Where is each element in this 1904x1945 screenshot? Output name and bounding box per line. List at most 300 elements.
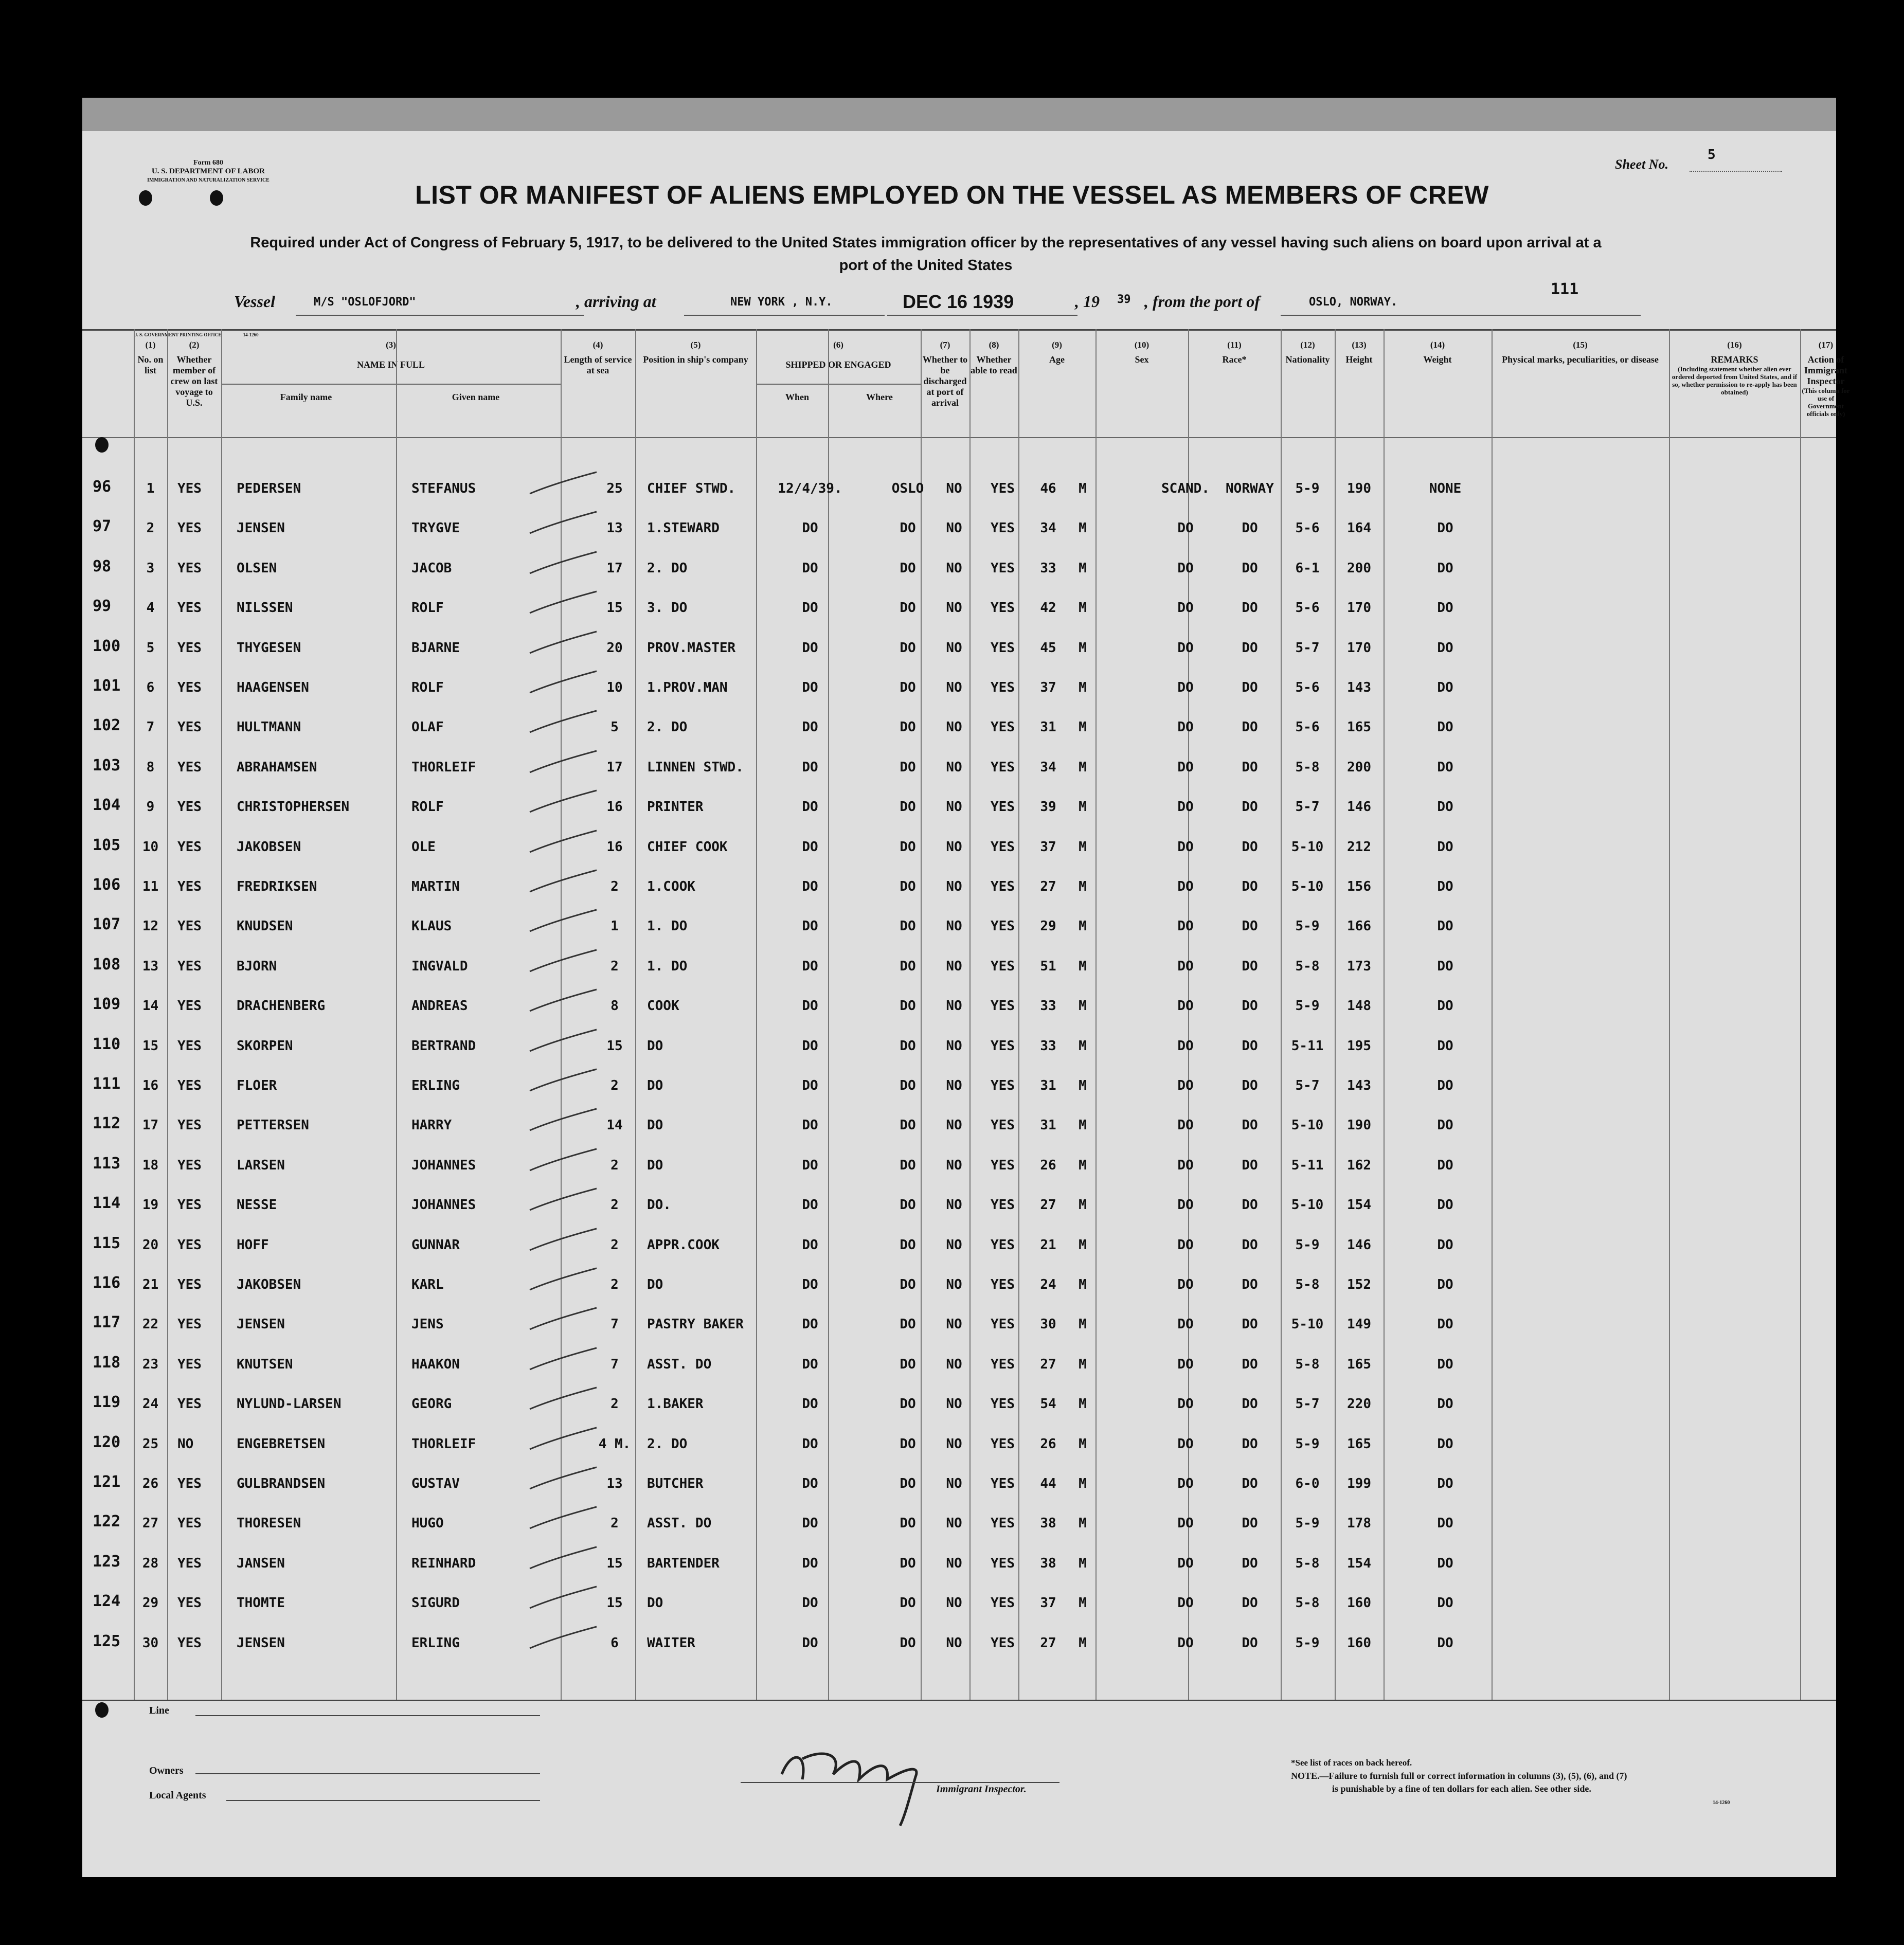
- check-tick-mark: [527, 1585, 599, 1611]
- owners-underline: [195, 1773, 540, 1774]
- cell-height: 5-10: [1291, 1317, 1324, 1332]
- cell-race: DO: [1177, 520, 1194, 536]
- cell-age: 34: [1040, 759, 1056, 775]
- cell-nat: DO: [1242, 1277, 1258, 1292]
- cell-weight: 190: [1347, 481, 1371, 496]
- cell-where: DO: [900, 839, 916, 855]
- cell-where: DO: [900, 879, 916, 894]
- cell-weight: 164: [1347, 520, 1371, 536]
- cell-nat: DO: [1242, 759, 1258, 775]
- cell-disch: NO: [946, 560, 962, 576]
- cell-disch: NO: [946, 1476, 962, 1491]
- cell-disch: NO: [946, 1595, 962, 1611]
- cell-family: ENGEBRETSEN: [237, 1436, 326, 1452]
- cell-sex: M: [1079, 1078, 1087, 1093]
- cell-height: 5-7: [1295, 1078, 1320, 1093]
- check-tick-mark: [527, 1426, 599, 1452]
- column-number: (10): [1134, 340, 1149, 350]
- cell-race: DO: [1177, 1476, 1194, 1491]
- vessel-label: Vessel: [234, 292, 275, 311]
- column-header: [1281, 339, 1335, 365]
- cell-family: KNUDSEN: [237, 919, 293, 934]
- column-number: (6): [833, 340, 843, 350]
- cell-nat: DO: [1242, 520, 1258, 536]
- check-tick-mark: [527, 789, 599, 815]
- column-divider: [134, 329, 135, 1700]
- cell-nat: DO: [1242, 1595, 1258, 1611]
- cell-age: 54: [1040, 1396, 1056, 1412]
- cell-where: DO: [900, 958, 916, 974]
- column-header: [635, 339, 756, 365]
- cell-position: BUTCHER: [647, 1476, 704, 1491]
- cell-family: ABRAHAMSEN: [237, 759, 317, 775]
- cell-race: DO: [1177, 1157, 1194, 1173]
- cell-when: DO: [802, 640, 818, 656]
- sheet-number-underline: [1690, 171, 1782, 172]
- cell-when: DO: [802, 1356, 818, 1372]
- cell-marks: DO: [1437, 1516, 1453, 1532]
- cell-where: DO: [900, 1237, 916, 1253]
- column-header: [969, 339, 1018, 376]
- cell-given: THORLEIF: [411, 1436, 476, 1452]
- cell-no: 15: [142, 1038, 159, 1054]
- cell-position: CHIEF STWD.: [647, 481, 736, 496]
- cell-position: DO: [647, 1038, 663, 1054]
- cell-no: 26: [142, 1476, 159, 1491]
- cell-position: ASST. DO: [647, 1516, 712, 1532]
- cell-service: 15: [606, 600, 623, 616]
- cell-position: ASST. DO: [647, 1356, 712, 1372]
- cell-family: JAKOBSEN: [237, 839, 301, 855]
- cell-given: HARRY: [411, 1118, 452, 1133]
- cell-no: 4: [146, 600, 155, 616]
- running-number: 107: [93, 915, 121, 934]
- cell-nat: DO: [1242, 839, 1258, 855]
- line-underline: [195, 1715, 540, 1716]
- cell-position: DO: [647, 1595, 663, 1611]
- column-label: Nationality: [1285, 354, 1330, 365]
- cell-race: DO: [1177, 1356, 1194, 1372]
- cell-disch: NO: [946, 759, 962, 775]
- cell-prev: YES: [177, 1078, 202, 1093]
- column-header: [1188, 339, 1281, 365]
- cell-family: THORESEN: [237, 1516, 301, 1532]
- cell-sex: M: [1079, 1555, 1087, 1571]
- cell-marks: DO: [1437, 1078, 1453, 1093]
- cell-service: 8: [610, 998, 619, 1014]
- column-subheader: Given name: [452, 392, 500, 402]
- cell-family: THOMTE: [237, 1595, 285, 1611]
- cell-disch: NO: [946, 520, 962, 536]
- service-label: IMMIGRATION AND NATURALIZATION SERVICE: [147, 177, 270, 183]
- cell-family: NESSE: [237, 1197, 277, 1213]
- cell-when: DO: [802, 1555, 818, 1571]
- cell-position: DO: [647, 1118, 663, 1133]
- cell-given: BERTRAND: [411, 1038, 476, 1054]
- cell-age: 44: [1040, 1476, 1056, 1491]
- cell-when: DO: [802, 1078, 818, 1093]
- cell-weight: 143: [1347, 680, 1371, 695]
- cell-no: 28: [142, 1555, 159, 1571]
- running-number: 111: [93, 1075, 121, 1093]
- cell-where: DO: [900, 1356, 916, 1372]
- cell-read: YES: [991, 1317, 1015, 1332]
- cell-where: DO: [900, 998, 916, 1014]
- cell-prev: YES: [177, 1197, 202, 1213]
- cell-race: DO: [1177, 1635, 1194, 1651]
- check-tick-mark: [527, 1107, 599, 1133]
- arriving-port: NEW YORK , N.Y.: [730, 296, 833, 309]
- cell-when: DO: [802, 600, 818, 616]
- cell-prev: YES: [177, 1277, 202, 1292]
- cell-family: KNUTSEN: [237, 1356, 293, 1372]
- cell-marks: DO: [1437, 1277, 1453, 1292]
- penalty-note-line-2: is punishable by a fine of ten dollars for each alien. See other side.: [1332, 1784, 1591, 1794]
- cell-marks: DO: [1437, 1237, 1453, 1253]
- cell-weight: 170: [1347, 640, 1371, 656]
- column-label: Physical marks, peculiarities, or disease: [1502, 354, 1659, 365]
- cell-nat: DO: [1242, 879, 1258, 894]
- cell-disch: NO: [946, 1396, 962, 1412]
- cell-family: SKORPEN: [237, 1038, 293, 1054]
- cell-read: YES: [991, 1078, 1015, 1093]
- cell-position: WAITER: [647, 1635, 695, 1651]
- cell-position: LINNEN STWD.: [647, 759, 744, 775]
- cell-disch: NO: [946, 1635, 962, 1651]
- cell-race: DO: [1177, 998, 1194, 1014]
- cell-disch: NO: [946, 1516, 962, 1532]
- cell-where: DO: [900, 1476, 916, 1491]
- cell-prev: YES: [177, 919, 202, 934]
- cell-when: DO: [802, 1317, 818, 1332]
- column-number: (15): [1573, 340, 1588, 350]
- cell-where: DO: [900, 1595, 916, 1611]
- cell-weight: 166: [1347, 919, 1371, 934]
- cell-nat: DO: [1242, 1555, 1258, 1571]
- cell-race: DO: [1177, 958, 1194, 974]
- cell-nat: DO: [1242, 1197, 1258, 1213]
- cell-given: REINHARD: [411, 1555, 476, 1571]
- column-subheader: Where: [866, 392, 893, 402]
- cell-marks: DO: [1437, 998, 1453, 1014]
- printing-office-text: U. S. GOVERNMENT PRINTING OFFICE: [134, 332, 222, 337]
- cell-when: DO: [802, 1197, 818, 1213]
- cell-weight: 146: [1347, 1237, 1371, 1253]
- column-header: [1384, 339, 1492, 365]
- cell-prev: YES: [177, 1157, 202, 1173]
- cell-service: 2: [610, 1197, 619, 1213]
- races-note: *See list of races on back hereof.: [1291, 1758, 1412, 1768]
- cell-marks: DO: [1437, 1356, 1453, 1372]
- cell-height: 5-11: [1291, 1038, 1324, 1054]
- cell-sex: M: [1079, 1157, 1087, 1173]
- check-tick-mark: [527, 1386, 599, 1412]
- cell-prev: YES: [177, 520, 202, 536]
- column-note: (Including statement whether alien ever ordered deported from United States, and if so, whether permission to re-apply has been obtained): [1672, 365, 1798, 396]
- cell-given: JACOB: [411, 560, 452, 576]
- cell-no: 9: [146, 799, 155, 815]
- cell-position: 1.COOK: [647, 879, 695, 894]
- column-label: SHIPPED OR ENGAGED: [785, 359, 891, 370]
- cell-race: DO: [1177, 759, 1194, 775]
- cell-disch: NO: [946, 919, 962, 934]
- running-number: 123: [93, 1552, 121, 1571]
- running-number: 102: [93, 716, 121, 735]
- cell-no: 8: [146, 759, 155, 775]
- cell-marks: DO: [1437, 839, 1453, 855]
- cell-service: 2: [610, 1277, 619, 1292]
- cell-given: JENS: [411, 1317, 444, 1332]
- cell-when: DO: [802, 1635, 818, 1651]
- cell-service: 10: [606, 680, 623, 695]
- cell-age: 29: [1040, 919, 1056, 934]
- cell-read: YES: [991, 998, 1015, 1014]
- check-tick-mark: [527, 1625, 599, 1651]
- cell-sex: M: [1079, 1595, 1087, 1611]
- cell-race: DO: [1177, 1396, 1194, 1412]
- cell-given: HUGO: [411, 1516, 444, 1532]
- subtitle-line-1: Required under Act of Congress of February 5, 1917, to be delivered to the United States immigration officer by the representatives of any vessel having such aliens on board upon arrival at a: [250, 235, 1602, 251]
- page-title: LIST OR MANIFEST OF ALIENS EMPLOYED ON THE VESSEL AS MEMBERS OF CREW: [415, 181, 1489, 209]
- cell-age: 31: [1040, 1118, 1056, 1133]
- cell-race: DO: [1177, 1118, 1194, 1133]
- cell-disch: NO: [946, 1356, 962, 1372]
- cell-sex: M: [1079, 839, 1087, 855]
- cell-weight: 195: [1347, 1038, 1371, 1054]
- running-number: 120: [93, 1433, 121, 1451]
- cell-marks: DO: [1437, 1197, 1453, 1213]
- cell-service: 2: [610, 1237, 619, 1253]
- cell-where: DO: [900, 1396, 916, 1412]
- cell-sex: M: [1079, 1476, 1087, 1491]
- cell-given: GUSTAV: [411, 1476, 460, 1491]
- cell-race: DO: [1177, 1237, 1194, 1253]
- running-number: 115: [93, 1234, 121, 1252]
- cell-age: 33: [1040, 1038, 1056, 1054]
- cell-no: 14: [142, 998, 159, 1014]
- cell-marks: DO: [1437, 1436, 1453, 1452]
- table-bottom-rule: [82, 1700, 1836, 1701]
- cell-family: DRACHENBERG: [237, 998, 326, 1014]
- cell-no: 23: [142, 1356, 159, 1372]
- cell-position: 2. DO: [647, 719, 688, 735]
- check-tick-mark: [527, 590, 599, 616]
- cell-marks: NONE: [1429, 481, 1462, 496]
- column-header: [561, 339, 635, 376]
- running-number: 117: [93, 1313, 121, 1332]
- cell-position: COOK: [647, 998, 679, 1014]
- cell-service: 17: [606, 560, 623, 576]
- cell-when: DO: [802, 759, 818, 775]
- running-number: 105: [93, 836, 121, 854]
- cell-read: YES: [991, 759, 1015, 775]
- cell-service: 17: [606, 759, 623, 775]
- cell-no: 3: [146, 560, 155, 576]
- local-agents-label: Local Agents: [149, 1790, 206, 1801]
- cell-height: 5-10: [1291, 879, 1324, 894]
- cell-when: DO: [802, 919, 818, 934]
- cell-service: 13: [606, 1476, 623, 1491]
- cell-age: 33: [1040, 998, 1056, 1014]
- cell-age: 42: [1040, 600, 1056, 616]
- punch-hole: [95, 437, 109, 453]
- cell-weight: 162: [1347, 1157, 1371, 1173]
- cell-family: PEDERSEN: [237, 481, 301, 496]
- cell-sex: M: [1079, 1038, 1087, 1054]
- arriving-underline: [684, 315, 885, 316]
- cell-nat: DO: [1242, 1476, 1258, 1491]
- cell-disch: NO: [946, 1078, 962, 1093]
- cell-read: YES: [991, 958, 1015, 974]
- cell-weight: 190: [1347, 1118, 1371, 1133]
- print-code-text: 14-1260: [243, 332, 259, 337]
- cell-race: DO: [1177, 1317, 1194, 1332]
- agents-underline: [226, 1800, 540, 1801]
- cell-position: CHIEF COOK: [647, 839, 728, 855]
- column-subheader: Family name: [280, 392, 332, 402]
- penalty-note-line-1: NOTE.—Failure to furnish full or correct information in columns (3), (5), (6), and (7): [1291, 1771, 1627, 1781]
- check-tick-mark: [527, 908, 599, 934]
- cell-height: 5-9: [1295, 998, 1320, 1014]
- cell-when: DO: [802, 1396, 818, 1412]
- cell-given: OLE: [411, 839, 436, 855]
- cell-weight: 220: [1347, 1396, 1371, 1412]
- cell-disch: NO: [946, 1237, 962, 1253]
- cell-read: YES: [991, 1356, 1015, 1372]
- check-tick-mark: [527, 1068, 599, 1093]
- cell-when: DO: [802, 1237, 818, 1253]
- cell-weight: 149: [1347, 1317, 1371, 1332]
- cell-age: 26: [1040, 1436, 1056, 1452]
- cell-position: 3. DO: [647, 600, 688, 616]
- cell-marks: DO: [1437, 680, 1453, 695]
- cell-marks: DO: [1437, 1157, 1453, 1173]
- cell-height: 5-9: [1295, 1635, 1320, 1651]
- cell-where: DO: [900, 1277, 916, 1292]
- cell-when: 12/4/39.: [778, 481, 842, 496]
- cell-height: 5-6: [1295, 719, 1320, 735]
- column-divider: [1095, 329, 1097, 1700]
- column-label: No. on list: [137, 354, 164, 375]
- cell-prev: YES: [177, 1635, 202, 1651]
- cell-prev: YES: [177, 481, 202, 496]
- cell-service: 13: [606, 520, 623, 536]
- sheet-number-label: Sheet No.: [1615, 157, 1668, 172]
- cell-given: ANDREAS: [411, 998, 468, 1014]
- column-number: (17): [1818, 340, 1834, 350]
- running-number: 103: [93, 756, 121, 775]
- cell-prev: YES: [177, 1118, 202, 1133]
- cell-family: NYLUND-LARSEN: [237, 1396, 342, 1412]
- cell-no: 29: [142, 1595, 159, 1611]
- cell-where: DO: [900, 1157, 916, 1173]
- cell-position: 2. DO: [647, 560, 688, 576]
- column-header: [1800, 339, 1852, 418]
- cell-sex: M: [1079, 1516, 1087, 1532]
- cell-age: 45: [1040, 640, 1056, 656]
- cell-marks: DO: [1437, 719, 1453, 735]
- cell-service: 15: [606, 1038, 623, 1054]
- cell-service: 1: [610, 919, 619, 934]
- cell-service: 15: [606, 1595, 623, 1611]
- column-label: NAME IN FULL: [356, 359, 425, 370]
- cell-height: 5-7: [1295, 640, 1320, 656]
- running-number: 96: [93, 478, 112, 496]
- column-divider: [1384, 329, 1385, 1700]
- from-port-value: OSLO, NORWAY.: [1309, 296, 1398, 309]
- cell-race: DO: [1177, 1197, 1194, 1213]
- cell-marks: DO: [1437, 1555, 1453, 1571]
- running-number: 121: [93, 1473, 121, 1491]
- cell-where: DO: [900, 680, 916, 695]
- list-number: 111: [1551, 280, 1579, 298]
- cell-given: STEFANUS: [411, 481, 476, 496]
- cell-height: 5-10: [1291, 839, 1324, 855]
- cell-nat: DO: [1242, 958, 1258, 974]
- cell-weight: 173: [1347, 958, 1371, 974]
- running-number: 122: [93, 1512, 121, 1531]
- cell-age: 51: [1040, 958, 1056, 974]
- cell-marks: DO: [1437, 919, 1453, 934]
- column-number: (5): [690, 340, 701, 350]
- from-port-underline: [1281, 315, 1641, 316]
- cell-given: JOHANNES: [411, 1157, 476, 1173]
- cell-service: 25: [606, 481, 623, 496]
- cell-given: INGVALD: [411, 958, 468, 974]
- column-number: (9): [1052, 340, 1062, 350]
- column-number: (2): [189, 340, 200, 350]
- check-tick-mark: [527, 1267, 599, 1292]
- cell-where: DO: [900, 919, 916, 934]
- column-header: [756, 339, 921, 403]
- cell-age: 34: [1040, 520, 1056, 536]
- vessel-underline: [296, 315, 584, 316]
- cell-weight: 154: [1347, 1197, 1371, 1213]
- cell-age: 21: [1040, 1237, 1056, 1253]
- cell-height: 5-6: [1295, 680, 1320, 695]
- check-tick-mark: [527, 829, 599, 855]
- cell-family: NILSSEN: [237, 600, 293, 616]
- cell-no: 11: [142, 879, 159, 894]
- column-number: (8): [989, 340, 999, 350]
- cell-no: 10: [142, 839, 159, 855]
- cell-when: DO: [802, 520, 818, 536]
- cell-height: 5-6: [1295, 520, 1320, 536]
- cell-where: DO: [900, 759, 916, 775]
- cell-where: DO: [900, 1118, 916, 1133]
- cell-age: 27: [1040, 1356, 1056, 1372]
- cell-race: SCAND.: [1161, 481, 1210, 496]
- cell-age: 37: [1040, 839, 1056, 855]
- cell-age: 27: [1040, 879, 1056, 894]
- cell-read: YES: [991, 1516, 1015, 1532]
- year-label: , 19: [1075, 292, 1100, 311]
- cell-disch: NO: [946, 879, 962, 894]
- cell-marks: DO: [1437, 879, 1453, 894]
- cell-age: 27: [1040, 1197, 1056, 1213]
- cell-nat: DO: [1242, 1237, 1258, 1253]
- cell-family: FLOER: [237, 1078, 277, 1093]
- cell-age: 46: [1040, 481, 1056, 496]
- cell-family: BJORN: [237, 958, 277, 974]
- cell-height: 5-6: [1295, 600, 1320, 616]
- running-number: 97: [93, 517, 112, 536]
- running-number: 106: [93, 876, 121, 894]
- cell-read: YES: [991, 481, 1015, 496]
- cell-family: JENSEN: [237, 520, 285, 536]
- cell-position: DO: [647, 1078, 663, 1093]
- cell-when: DO: [802, 998, 818, 1014]
